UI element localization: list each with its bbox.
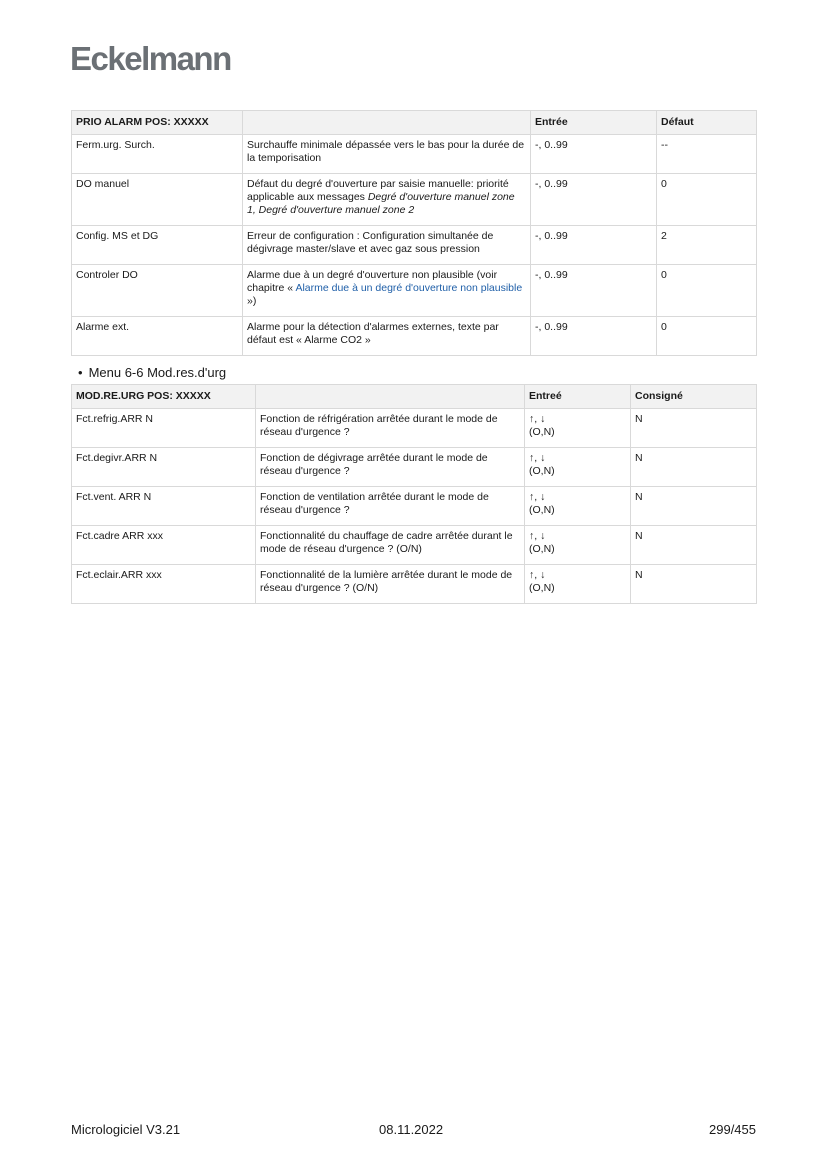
arrow-keys: ↑, ↓ <box>529 569 546 581</box>
param-setpoint: N <box>631 409 757 448</box>
footer-firmware-version: Micrologiciel V3.21 <box>71 1122 181 1137</box>
param-default: 2 <box>657 226 757 265</box>
param-desc: Fonction de ventilation arrêtée durant le mode de réseau d'urgence ? <box>256 487 525 526</box>
param-desc: Surchauffe minimale dépassée vers le bas pour la durée de la temporisation <box>243 135 531 174</box>
eckelmann-logo: Eckelmann <box>70 40 231 77</box>
param-name: Controler DO <box>72 265 243 317</box>
param-setpoint: N <box>631 565 757 604</box>
param-name: Fct.degivr.ARR N <box>72 448 256 487</box>
column-header <box>243 111 531 135</box>
table-row <box>72 565 757 604</box>
desc-text: ») <box>247 295 257 307</box>
arrow-keys: ↑, ↓ <box>529 452 546 464</box>
param-entry <box>525 565 631 604</box>
desc-italic-text: Degré d'ouverture manuel zone 1, Degré d'ouverture manuel zone 2 <box>247 191 515 216</box>
table-row <box>72 135 757 174</box>
param-desc: Fonctionnalité de la lumière arrêtée durant le mode de réseau d'urgence ? (O/N) <box>256 565 525 604</box>
param-default: 0 <box>657 265 757 317</box>
param-entry <box>525 526 631 565</box>
param-entry: -, 0..99 <box>531 317 657 356</box>
table-header-row <box>72 385 757 409</box>
param-name: Fct.refrig.ARR N <box>72 409 256 448</box>
section-title-text: Menu 6-6 Mod.res.d'urg <box>88 365 227 380</box>
arrow-keys: ↑, ↓ <box>529 530 546 542</box>
param-name: Fct.cadre ARR xxx <box>72 526 256 565</box>
param-entry: -, 0..99 <box>531 174 657 226</box>
param-name: Fct.eclair.ARR xxx <box>72 565 256 604</box>
param-default: 0 <box>657 317 757 356</box>
prio-alarm-table <box>71 110 757 356</box>
param-entry <box>525 448 631 487</box>
param-desc: Fonctionnalité du chauffage de cadre arrêtée durant le mode de réseau d'urgence ? (O/N) <box>256 526 525 565</box>
desc-text: Défaut du degré d'ouverture par saisie manuelle: priorité applicable aux messages <box>247 178 509 203</box>
param-desc <box>243 174 531 226</box>
arrow-keys: ↑, ↓ <box>529 413 546 425</box>
column-header <box>256 385 525 409</box>
entry-options: (O,N) <box>529 543 555 555</box>
chapter-link[interactable]: Alarme due à un degré d'ouverture non plausible <box>295 282 523 294</box>
param-default: -- <box>657 135 757 174</box>
param-default: 0 <box>657 174 757 226</box>
section-title <box>78 365 226 380</box>
table-row <box>72 265 757 317</box>
param-desc <box>243 265 531 317</box>
param-setpoint: N <box>631 526 757 565</box>
param-name: Fct.vent. ARR N <box>72 487 256 526</box>
mod-re-urg-table <box>71 384 757 604</box>
table-row <box>72 409 757 448</box>
table-row <box>72 448 757 487</box>
table-row <box>72 174 757 226</box>
param-name: DO manuel <box>72 174 243 226</box>
entry-options: (O,N) <box>529 426 555 438</box>
param-desc: Fonction de dégivrage arrêtée durant le mode de réseau d'urgence ? <box>256 448 525 487</box>
column-header: Défaut <box>657 111 757 135</box>
entry-options: (O,N) <box>529 465 555 477</box>
param-entry <box>525 409 631 448</box>
entry-options: (O,N) <box>529 504 555 516</box>
bullet: • <box>78 365 83 380</box>
column-header: Entreé <box>525 385 631 409</box>
column-header: MOD.RE.URG POS: XXXXX <box>72 385 256 409</box>
param-entry: -, 0..99 <box>531 226 657 265</box>
param-entry <box>525 487 631 526</box>
arrow-keys: ↑, ↓ <box>529 491 546 503</box>
table-row <box>72 226 757 265</box>
column-header: PRIO ALARM POS: XXXXX <box>72 111 243 135</box>
table-header-row <box>72 111 757 135</box>
footer-date: 08.11.2022 <box>379 1122 444 1137</box>
table-row <box>72 317 757 356</box>
column-header: Entrée <box>531 111 657 135</box>
param-name: Ferm.urg. Surch. <box>72 135 243 174</box>
param-desc: Alarme pour la détection d'alarmes externes, texte par défaut est « Alarme CO2 » <box>243 317 531 356</box>
table-row <box>72 487 757 526</box>
table-row <box>72 526 757 565</box>
param-desc: Fonction de réfrigération arrêtée durant le mode de réseau d'urgence ? <box>256 409 525 448</box>
param-setpoint: N <box>631 448 757 487</box>
param-entry: -, 0..99 <box>531 265 657 317</box>
column-header: Consigné <box>631 385 757 409</box>
desc-text: Alarme due à un degré d'ouverture non plausible (voir chapitre « <box>247 269 498 294</box>
footer-page-number: 299/455 <box>709 1122 756 1137</box>
param-entry: -, 0..99 <box>531 135 657 174</box>
param-setpoint: N <box>631 487 757 526</box>
param-name: Alarme ext. <box>72 317 243 356</box>
param-name: Config. MS et DG <box>72 226 243 265</box>
entry-options: (O,N) <box>529 582 555 594</box>
param-desc: Erreur de configuration : Configuration simultanée de dégivrage master/slave et avec gaz sous pression <box>243 226 531 265</box>
